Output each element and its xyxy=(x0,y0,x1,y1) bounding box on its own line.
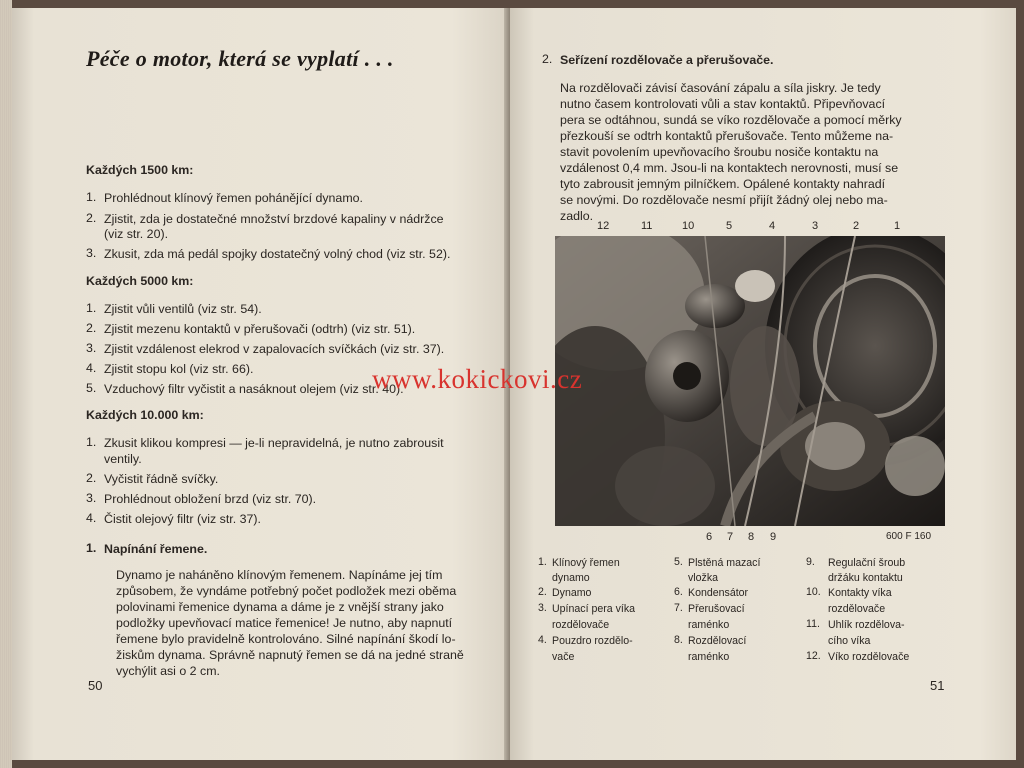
callout-11: 11 xyxy=(641,220,653,232)
callout-3: 3 xyxy=(812,220,819,232)
item-num: 1. xyxy=(86,435,97,449)
heading-10000: Každých 10.000 km: xyxy=(86,408,204,422)
item-text: Čistit olejový filtr (viz str. 37). xyxy=(104,512,261,526)
belt-heading: Napínání řemene. xyxy=(104,542,208,556)
belt-line: žiskům dynama. Správně napnutý řemen se dá na jedné straně xyxy=(116,648,464,662)
item-num: 3. xyxy=(86,246,97,260)
item-text: Zjistit vzdálenost elekrod v zapalovacích svíčkách (viz str. 37). xyxy=(104,342,445,356)
legend-text: držáku kontaktu xyxy=(828,572,903,584)
item-num: 1. xyxy=(86,190,97,204)
legend-text: Víko rozdělovače xyxy=(828,651,910,663)
legend-text: Přerušovací xyxy=(688,603,745,615)
item-num: 2. xyxy=(86,471,97,485)
legend-text: dynamo xyxy=(552,572,590,584)
section-line: přezkouší se odtrh kontaktů přerušovače. Tento můžeme na- xyxy=(560,129,894,143)
item-text-cont: ventily. xyxy=(104,452,142,466)
legend-text: Klínový řemen xyxy=(552,557,620,569)
section-line: stavit povolením upevňovacího šroubu nosiče kontaktu na xyxy=(560,145,879,159)
legend-text: cího víka xyxy=(828,635,871,647)
item-num: 2. xyxy=(86,211,97,225)
belt-line: polovinami řemenice dynama a dáme je z vnější strany jako xyxy=(116,600,444,614)
legend-num: 5. xyxy=(674,556,683,568)
section-line: nutno časem kontrolovati vůli a stav kontaktů. Připevňovací xyxy=(560,97,886,111)
legend-num: 12. xyxy=(806,650,821,662)
figure-code: 600 F 160 xyxy=(886,531,932,542)
belt-line: podložky upevňovací matice řemenice! Je nutno, aby napnutí xyxy=(116,616,453,630)
legend-text: Pouzdro rozdělo- xyxy=(552,635,633,647)
item-num: 4. xyxy=(86,361,97,375)
item-num: 3. xyxy=(86,491,97,505)
page-title: Péče o motor, která se vyplatí . . . xyxy=(86,46,394,71)
item-num: 2. xyxy=(86,321,97,335)
legend-text: raménko xyxy=(688,651,730,663)
page-number-right: 51 xyxy=(930,678,945,693)
legend-num: 10. xyxy=(806,586,821,598)
item-text: Prohlédnout obložení brzd (viz str. 70). xyxy=(104,492,317,506)
callout-12: 12 xyxy=(597,220,610,232)
legend-num: 2. xyxy=(538,586,547,598)
legend-text: Uhlík rozdělova- xyxy=(828,619,905,631)
legend-text: rozdělovače xyxy=(828,603,886,615)
section-line: zadlo. xyxy=(560,209,594,223)
watermark: www.kokickovi.cz xyxy=(372,364,583,394)
belt-line: vychýlit asi o 2 cm. xyxy=(116,664,220,678)
section-line: vzdálenost 0,4 mm. Jsou-li na kontaktech nerovnosti, musí se xyxy=(560,161,899,175)
item-num: 1. xyxy=(86,301,97,315)
engine-photo xyxy=(555,236,945,526)
legend-num: 7. xyxy=(674,602,683,614)
item-text: Prohlédnout klínový řemen pohánějící dynamo. xyxy=(104,191,363,205)
legend-text: Regulační šroub xyxy=(828,557,906,569)
section-line: se novými. Do rozdělovače nesmí přijít žádný olej nebo ma- xyxy=(560,193,888,207)
belt-line: Dynamo je naháněno klínovým řemenem. Napínáme jej tím xyxy=(116,568,443,582)
legend-text: Plstěná mazací xyxy=(688,557,761,569)
legend-text: vložka xyxy=(688,572,719,584)
item-text-cont: (viz str. 20). xyxy=(104,227,169,241)
item-num: 3. xyxy=(86,341,97,355)
item-text: Zjistit, zda je dostatečné množství brzdové kapaliny v nádržce xyxy=(104,212,444,226)
belt-line: řemene bylo pravidelně kontrolováno. Silné napínání škodí lo- xyxy=(116,632,456,646)
callout-4: 4 xyxy=(769,220,776,232)
section-line: pera se odtáhnou, sundá se víko rozdělovače a pomocí měrky xyxy=(560,113,902,127)
callout-6: 6 xyxy=(706,531,713,543)
section-heading: Seřízení rozdělovače a přerušovače. xyxy=(560,53,774,67)
legend-num: 3. xyxy=(538,602,547,614)
section-num: 2. xyxy=(542,52,553,66)
legend-num: 1. xyxy=(538,556,547,568)
callout-5: 5 xyxy=(726,220,733,232)
heading-1500: Každých 1500 km: xyxy=(86,163,194,177)
callout-8: 8 xyxy=(748,531,755,543)
legend-text: Dynamo xyxy=(552,587,592,599)
legend-num: 6. xyxy=(674,586,683,598)
callout-1: 1 xyxy=(894,220,901,232)
legend-num: 4. xyxy=(538,634,547,646)
legend-num: 8. xyxy=(674,634,683,646)
section-line: Na rozdělovači závisí časování zápalu a síla jiskry. Je tedy xyxy=(560,81,881,95)
legend-text: rozdělovače xyxy=(552,619,610,631)
item-text: Zjistit mezenu kontaktů v přerušovači (odtrh) (viz str. 51). xyxy=(104,322,416,336)
legend-text: Rozdělovací xyxy=(688,635,747,647)
item-text: Zjistit vůli ventilů (viz str. 54). xyxy=(104,302,262,316)
belt-line: způsobem, že vyndáme potřebný počet podložek mezi oběma xyxy=(116,584,457,598)
item-num: 5. xyxy=(86,381,97,395)
callout-10: 10 xyxy=(682,220,695,232)
item-num: 4. xyxy=(86,511,97,525)
callout-9: 9 xyxy=(770,531,777,543)
legend-text: raménko xyxy=(688,619,730,631)
engine-photo-illustration xyxy=(555,236,945,526)
callout-2: 2 xyxy=(853,220,860,232)
belt-num: 1. xyxy=(86,541,97,555)
callout-7: 7 xyxy=(727,531,734,543)
heading-5000: Každých 5000 km: xyxy=(86,274,194,288)
page-edges xyxy=(0,0,12,768)
section-line: tyto zabrousit jemným pilníčkem. Opálené kontakty nahradí xyxy=(560,177,886,191)
legend-text: Kontakty víka xyxy=(828,587,892,599)
legend-num: 9. xyxy=(806,556,815,568)
item-text: Vyčistit řádně svíčky. xyxy=(104,472,219,486)
item-text: Zkusit, zda má pedál spojky dostatečný volný chod (viz str. 52). xyxy=(104,247,451,261)
page-number-left: 50 xyxy=(88,678,103,693)
legend-text: Kondensátor xyxy=(688,587,749,599)
item-text: Zjistit stopu kol (viz str. 66). xyxy=(104,362,254,376)
legend-text: vače xyxy=(552,651,575,663)
item-text: Vzduchový filtr vyčistit a nasáknout olejem (viz str. 40). xyxy=(104,382,404,396)
legend-num: 11. xyxy=(806,618,820,630)
item-text: Zkusit klikou kompresi — je-li nepravidelná, je nutno zabrousit xyxy=(104,436,444,450)
legend-text: Upínací pera víka xyxy=(552,603,636,615)
